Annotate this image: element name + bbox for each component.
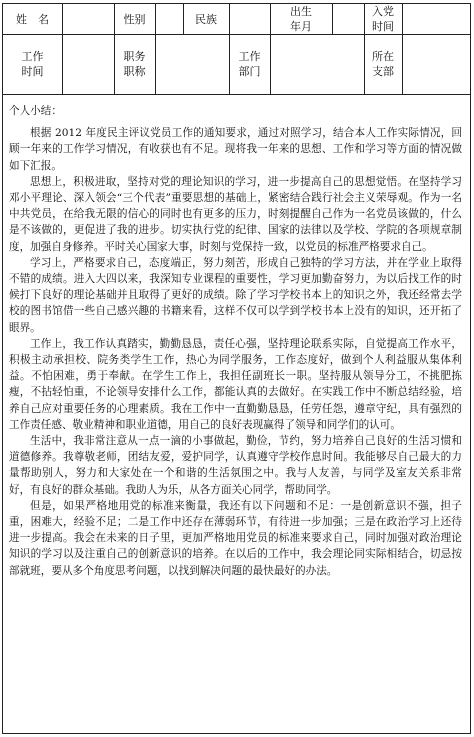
summary-label: 个人小结： [9, 105, 62, 117]
summary-paragraph: 工作上，我工作认真踏实，勤勤恳恳，责任心强，坚持理论联系实际，自觉提高工作水平，积极主动承担校、院务类学生工作，热心为同学服务，工作态度好，做到个人利益服从集体利益。不怕困难，勇于奉献。在学生工作上，我担任副班长一职。坚持服从领导分工，不挑肥拣瘦，不拈轻怕重，不论领导安排什么工作，都能认真的去做好。在实践工作中不断总结经验，培养自己应对重要任务的心理素质。我在工作中一直勤勤恳恳，任劳任怨，遵章守纪，具有强烈的工作责任感、敬业精神和职业道德，用自己的良好表现赢得了领导和同学们的认可。 [9, 337, 462, 431]
personal-summary-section [3, 99, 470, 733]
col-divider [62, 4, 63, 94]
col-divider [155, 4, 156, 94]
row-divider-2 [3, 94, 470, 95]
party-join-date-label: 入党 时间 [372, 5, 394, 33]
position-title-label: 职务 职称 [123, 50, 146, 78]
col-divider [332, 4, 333, 34]
party-branch-label: 所在 支部 [372, 50, 394, 78]
work-department-label: 工作 部门 [238, 50, 261, 78]
birth-date-label: 出生 年月 [290, 5, 312, 33]
work-start-label: 工作 时间 [21, 50, 44, 78]
appraisal-form [2, 3, 471, 734]
summary-paragraph: 根据 2012 年度民主评议党员工作的通知要求，通过对照学习，结合本人工作实际情况，回顾一年来的工作学习情况，有收获也有不足。现将我一年来的思想、工作和学习等方面的情况做如下汇报。 [9, 127, 462, 172]
col-divider [402, 4, 403, 94]
name-label: 姓 名 [16, 12, 49, 26]
summary-paragraph: 思想上，积极进取，坚持对党的理论知识的学习，进一步提高自己的思想觉悟。在坚持学习邓小平理论、深入领会“三个代表”重要思想的基础上，紧密结合践行社会主义荣辱观。作为一名中共党员，在给我无限的信心的同时也有更多的压力，时刻提醒自己作为一名党员该做的，什么是不该做的，更促进了我的进步。切实执行党的纪律、国家的法律以及学校、学院的各项规章制度，加强自身修养。平时关心国家大事，时刻与党保持一致，以党员的标准严格要求自己。 [9, 175, 462, 253]
summary-paragraph: 生活中，我非常注意从一点一滴的小事做起，勤俭，节约，努力培养自己良好的生活习惯和道德修养。我尊敬老师，团结友爱，爱护同学，认真遵守学校作息时间。我能够尽自己最大的力量帮助别人，努力和大家处在一个和谐的生活氛围之中。我与人友善，与同学及室友关系非常好，有良好的群众基础。我助人为乐，从各方面关心同学，帮助同学。 [9, 435, 462, 496]
ethnicity-label: 民族 [195, 12, 217, 26]
gender-label: 性别 [123, 12, 146, 26]
summary-paragraph: 学习上，严格要求自己，态度端正，努力刻苦，形成自己独特的学习方法，并在学业上取得不错的成绩。进入大四以来，我深知专业课程的重要性，学习更加勤奋努力，为以后找工作的时候打下良好的理论基础并且取得了更好的成绩。除了学习学校书本上的知识之外，我还经常去学校的图书馆借一些自己感兴趣的书籍来看，这样不仅可以学到学校书本上没有的知识，还开拓了眼界。 [9, 256, 462, 334]
summary-paragraph: 但是，如果严格地用党的标准来衡量，我还有以下问题和不足：一是创新意识不强，担子重，困难大，经验不足；二是工作中还存在薄弱环节，有待进一步加强；三是在政治学习上还待进一步提高。我会在未来的日子里，更加严格地用党员的标准来要求自己，同时加强对政治理论知识的学习以及注重自己的创新意识的培养。在以后的工作中，我会理论同实际相结合，切忌按部就班，要从多个角度思考问题，以找到解决问题的最快最好的办法。 [9, 499, 462, 577]
